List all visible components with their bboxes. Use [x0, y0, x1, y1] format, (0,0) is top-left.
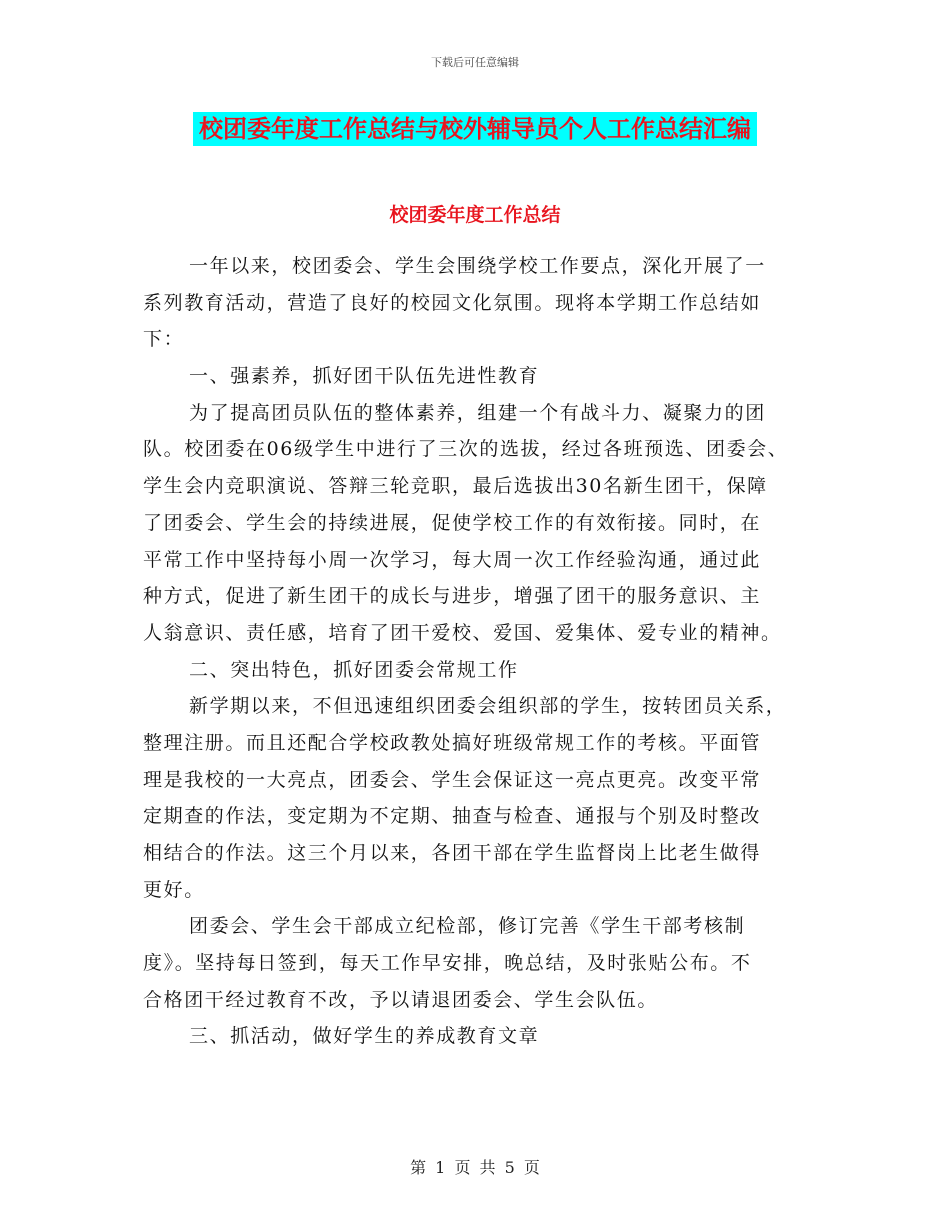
body-line: 下： — [143, 328, 185, 351]
body-line: 相结合的作法。这三个月以来，各团干部在学生监督岗上比老生做得 — [143, 842, 762, 864]
page-number: 第 1 页 共 5 页 — [410, 1158, 540, 1177]
body-line: 团委会、学生会干部成立纪检部，修订完善《学生干部考核制 — [189, 915, 746, 938]
heading-line: 二、突出特色，抓好团委会常规工作 — [189, 658, 519, 681]
body-line: 一年以来，校团委会、学生会围绕学校工作要点，深化开展了一 — [189, 255, 766, 277]
body-line: 新学期以来，不但迅速组织团委会组织部的学生，按转团员关系， — [189, 695, 787, 718]
body-line: 学生会内竞职演说、答辩三轮竞职，最后选拔出30名新生团干，保障 — [143, 475, 768, 498]
document-body — [143, 248, 823, 1055]
body-line: 更好。 — [143, 878, 205, 901]
body-line: 为了提高团员队伍的整体素养，组建一个有战斗力、凝聚力的团 — [189, 401, 766, 424]
body-line: 整理注册。而且还配合学校政教处搞好班级常规工作的考核。平面管 — [143, 731, 762, 754]
document-title: 校团委年度工作总结与校外辅导员个人工作总结汇编 — [193, 112, 757, 146]
body-line: 人翁意识、责任感，培育了团干爱校、爱国、爱集体、爱专业的精神。 — [143, 621, 782, 644]
body-line: 定期查的作法，变定期为不定期、抽查与检查、通报与个别及时整改 — [143, 805, 762, 828]
body-line: 合格团干经过教育不改，予以请退团委会、学生会队伍。 — [143, 988, 659, 1011]
body-line: 度》。坚持每日签到，每天工作早安排，晚总结，及时张贴公布。不 — [143, 952, 752, 975]
heading-line: 一、强素养，抓好团干队伍先进性教育 — [189, 365, 540, 388]
body-line: 队。校团委在06级学生中进行了三次的选拔，经过各班预选、团委会、 — [143, 438, 789, 461]
body-line: 种方式，促进了新生团干的成长与进步，增强了团干的服务意识、主 — [143, 585, 762, 608]
section-title: 校团委年度工作总结 — [389, 204, 561, 226]
body-line: 了团委会、学生会的持续进展，促使学校工作的有效衔接。同时，在 — [143, 511, 762, 534]
header-note: 下载后可任意编辑 — [431, 56, 519, 69]
body-line: 系列教育活动，营造了良好的校园文化氛围。现将本学期工作总结如 — [143, 291, 762, 314]
body-line: 平常工作中坚持每小周一次学习，每大周一次工作经验沟通，通过此 — [143, 548, 762, 571]
heading-line: 三、抓活动，做好学生的养成教育文章 — [189, 1025, 540, 1048]
body-line: 理是我校的一大亮点，团委会、学生会保证这一亮点更亮。改变平常 — [143, 768, 762, 791]
